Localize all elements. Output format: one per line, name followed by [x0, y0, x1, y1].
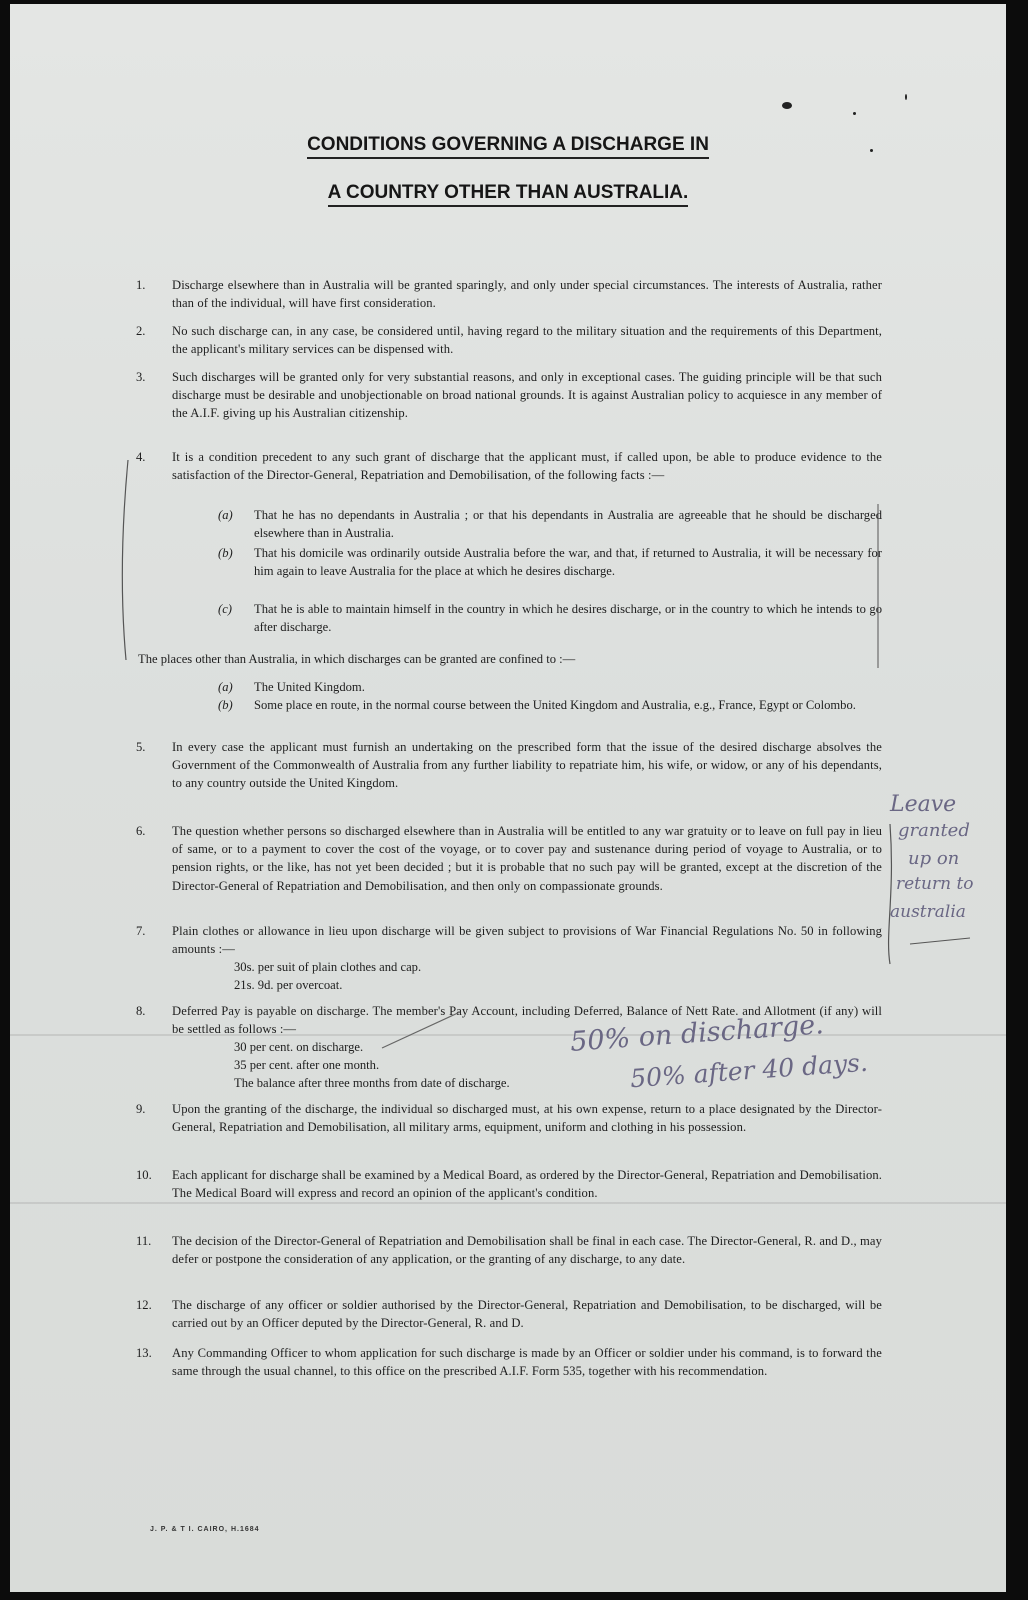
item-text: Discharge elsewhere than in Australia will be granted sparingly, and only under special circumstances. The interests of Australia, rather than of the individual, will have first consideration. [172, 278, 882, 311]
item-number: 3. [136, 370, 146, 384]
item-number: 11. [136, 1234, 152, 1248]
item-text: No such discharge can, in any case, be considered until, having regard to the military situation and the requirements of this Department, the applicant's military services can be dispensed with. [172, 324, 882, 357]
document-page [10, 4, 1006, 1592]
item-text: Such discharges will be granted only for very substantial reasons, and only in exceptional cases. The guiding principle will be that such discharge must be desirable and unobjectionable on broad national grounds. It is against Australian policy to acquiesce in any member of the A.I.F. giving up his Australian citizenship. [172, 370, 882, 421]
places-intro: The places other than Australia, in which discharges can be granted are confined to :— [138, 652, 576, 666]
margin-note: granted [898, 820, 970, 841]
fact-a: (a) That he has no dependants in Australia ; or that his dependants in Australia are agreeable that he should be discharged elsewhere than in Australia. [218, 508, 882, 541]
margin-note: up on [908, 848, 960, 869]
item-number: 13. [136, 1346, 152, 1360]
item-text: It is a condition precedent to any such grant of discharge that the applicant must, if called upon, be able to produce evidence to the satisfaction of the Director-General, Repatriation and Demobilisation, of the following facts :— [172, 450, 882, 483]
item-text: Plain clothes or allowance in lieu upon discharge will be given subject to provisions of War Financial Regulations No. 50 in following amounts :— [172, 924, 882, 957]
clothing-amount: 21s. 9d. per overcoat. [234, 978, 343, 992]
item-number: 9. [136, 1102, 146, 1116]
place-label: (a) [218, 680, 233, 694]
item-text: The question whether persons so discharged elsewhere than in Australia will be entitled to any war gratuity or to leave on full pay in lieu of same, or to a payment to cover the cost of the voyage, or to cover pay and sustenance during period of voyage to Australia, or to pension rights, or the like, has not yet been decided ; but it is probable that no such pay will be granted, except at the discretion of the Director-General of Repatriation and Demobilisation, and then only on compassionate grounds. [172, 824, 882, 893]
item-number: 12. [136, 1298, 152, 1312]
place-a: (a) The United Kingdom. [254, 678, 882, 696]
deferred-rate: The balance after three months from date of discharge. [234, 1076, 510, 1090]
fact-c: (c) That he is able to maintain himself in the country in which he desires discharge, or in the country to which he intends to go after discharge. [218, 602, 882, 635]
margin-note: australia [890, 902, 966, 922]
item-number: 1. [136, 278, 146, 292]
item-text: The discharge of any officer or soldier authorised by the Director-General, Repatriation and Demobilisation, to be discharged, will be carried out by an Officer deputed by the Director-General, R. and D. [172, 1298, 882, 1331]
place-label: (b) [218, 698, 233, 712]
title-line-1: CONDITIONS GOVERNING A DISCHARGE IN [10, 134, 1006, 156]
item-number: 5. [136, 740, 146, 754]
item-number: 2. [136, 324, 146, 338]
item-text: Any Commanding Officer to whom application for such discharge is made by an Officer or soldier under his command, is to forward the same through the usual channel, to this office on the prescribed A.I.F. Form 535, together with his recommendation. [172, 1346, 882, 1379]
item-text: Upon the granting of the discharge, the individual so discharged must, at his own expense, return to a place designated by the Director-General, Repatriation and Demobilisation, all military arms, equipment, uniform and clothing in his possession. [172, 1102, 882, 1135]
pay-note: 50% on discharge. [569, 1009, 825, 1058]
fact-b: (b) That his domicile was ordinarily outside Australia before the war, and that, if returned to Australia, it will be necessary for him again to leave Australia for the place at which he desires discharge. [218, 546, 882, 579]
deferred-rate: 30 per cent. on discharge. [234, 1040, 364, 1054]
margin-note: Leave [890, 792, 957, 817]
fact-label: (a) [218, 508, 233, 522]
pencil-marks [10, 4, 1006, 1592]
margin-note: return to [896, 874, 974, 894]
item-number: 8. [136, 1004, 146, 1018]
item-text: In every case the applicant must furnish an undertaking on the prescribed form that the issue of the desired discharge absolves the Government of the Commonwealth of Australia from any further liability to repatriate him, his wife, or widow, or any of his dependants, to any country outside the United Kingdom. [172, 740, 882, 791]
item-text: Deferred Pay is payable on discharge. The member's Pay Account, including Deferred, Balance of Nett Rate. and Allotment (if any) will be settled as follows :— [172, 1004, 882, 1037]
fact-label: (b) [218, 546, 233, 560]
item-number: 6. [136, 824, 146, 838]
item-text: The decision of the Director-General of Repatriation and Demobilisation shall be final in each case. The Director-General, R. and D., may defer or postpone the consideration of any application, or the granting of any discharge, to any date. [172, 1234, 882, 1267]
fact-label: (c) [218, 602, 232, 616]
pay-note: 50% after 40 days. [629, 1047, 869, 1094]
item-number: 7. [136, 924, 146, 938]
clothing-amount: 30s. per suit of plain clothes and cap. [234, 960, 422, 974]
deferred-rate: 35 per cent. after one month. [234, 1058, 380, 1072]
item-number: 4. [136, 450, 146, 464]
place-b: (b) Some place en route, in the normal course between the United Kingdom and Australia, e.g., France, Egypt or Colombo. [254, 696, 882, 714]
item-number: 10. [136, 1168, 152, 1182]
item-text: Each applicant for discharge shall be examined by a Medical Board, as ordered by the Director-General, Repatriation and Demobilisation. The Medical Board will express and record an opinion of the applicant's condition. [172, 1168, 882, 1201]
printer-imprint: J. P. & T I. CAIRO, H.1684 [150, 1526, 260, 1533]
title-line-2: A COUNTRY OTHER THAN AUSTRALIA. [10, 182, 1006, 204]
